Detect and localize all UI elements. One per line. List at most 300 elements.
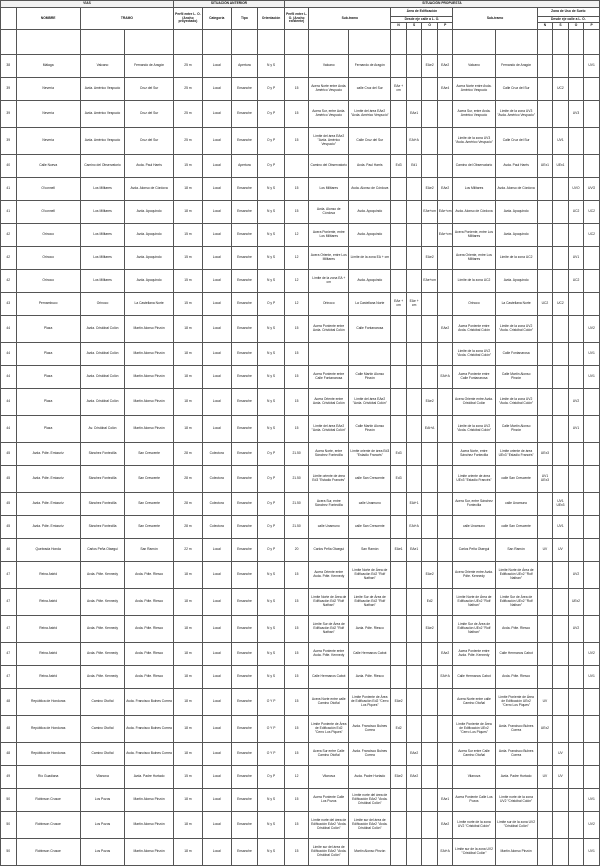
cell-zona-n: UEx1 [537, 155, 553, 178]
cell-area-o [422, 443, 438, 466]
cell-subtramo-propuesto-desde: Orinoco [453, 293, 495, 316]
cell-orientacion: O y P [258, 78, 285, 101]
cell-subtramo-desde: Límite Sur de Área de Edificación Ed2 "Rolf Nathan" [309, 616, 349, 643]
cell-area-n [391, 839, 407, 866]
header-zona-n: N [537, 23, 553, 30]
cell-zona-p [584, 689, 600, 716]
cell-area-n: Ed3 [391, 466, 407, 493]
cell-area-o: EAe2 [422, 389, 438, 416]
cell-area-n [391, 343, 407, 366]
cell-zona-p [584, 616, 600, 643]
cell-zona-n [537, 55, 553, 78]
cell-orientacion: O y P [258, 516, 285, 539]
cell-tipo: Ensanche [231, 178, 258, 201]
cell-zona-p [584, 101, 600, 128]
cell-subtramo-desde: Límite norte del área de Edificación EAe2 "Avda. Cristóbal Colón" [309, 812, 349, 839]
cell-tramo-desde: Los Militares [80, 247, 124, 270]
cell-area-n [391, 562, 407, 589]
header-zona-o: O [568, 23, 584, 30]
cell-subtramo-propuesto-desde: Valcano [453, 55, 495, 78]
cell-orientacion: O y P [258, 101, 285, 128]
header-orientacion: Orientación [258, 8, 285, 30]
cell-subtramo-hasta: Límite del área EAe2 "Avda. Cristóbal Colón" [349, 389, 391, 416]
cell-tramo-hasta: Cruz del Sur [125, 78, 174, 101]
cell-area-n [391, 178, 407, 201]
cell-zona-s [553, 443, 569, 466]
cell-orientacion: N y S [258, 178, 285, 201]
cell-zona-o: UVO [568, 178, 584, 201]
cell-subtramo-propuesto-desde: Acera Poniente entre Avda. Pdte. Kennedy [453, 643, 495, 666]
cell-zona-n [537, 589, 553, 616]
cell-area-s: EAe1 [406, 101, 422, 128]
cell-subtramo-desde: Acera Norte, entre Sánchez Fontecilla [309, 443, 349, 466]
table-row [1, 689, 600, 716]
cell-perfil-proyectado: 25 m [174, 78, 203, 101]
cell-subtramo-propuesto-hasta: Fernando de Aragón [495, 55, 537, 78]
cell-perfil-existente: 21.50 [284, 493, 308, 516]
cell-perfil-existente: 15 [284, 366, 308, 389]
cell-zona-o [568, 539, 584, 562]
cell-subtramo-hasta: calle San Crescente [349, 466, 391, 493]
header-area-o: O [422, 23, 438, 30]
cell-zona-n [537, 316, 553, 343]
cell-perfil-proyectado: 18 m [174, 689, 203, 716]
cell-perfil-existente: 15 [284, 789, 308, 812]
cell-subtramo-hasta: Límite sur del área de Edificación EAe2 "Avda. Cristóbal Colón" [349, 812, 391, 839]
cell-zona-s: UV [553, 539, 569, 562]
cell-area-s: EAt+1 [406, 493, 422, 516]
cell-subtramo-hasta: Calle Martín Alonso Pinzón [349, 416, 391, 443]
cell-categoria: Local [202, 316, 231, 343]
cell-categoria: Local [202, 416, 231, 443]
cell-tipo: Ensanche [231, 366, 258, 389]
cell-area-p [437, 343, 453, 366]
cell-perfil-existente: 15 [284, 839, 308, 866]
cell-nombre: República de Honduras [16, 689, 80, 716]
table-row [1, 616, 600, 643]
cell-tramo-hasta: Avda. Padre Hurtado [125, 766, 174, 789]
cell-perfil-existente: 15 [284, 201, 308, 224]
cell-zona-p: UV1 [584, 366, 600, 389]
cell-zona-p [584, 293, 600, 316]
cell-area-n [391, 270, 407, 293]
cell-tramo-hasta: Avda. Apoquindo [125, 201, 174, 224]
cell-subtramo-hasta: Límite del área EAe2 "Avda. Américo Vespucio" [349, 101, 391, 128]
cell-tramo-desde: Carlos Peña Otaegui [80, 539, 124, 562]
cell-categoria: Local [202, 247, 231, 270]
cell-perfil-existente: 15 [284, 666, 308, 689]
table-row [1, 101, 600, 128]
cell-zona-o [568, 128, 584, 155]
cell-tramo-desde: Los Militares [80, 224, 124, 247]
header-zona-uso: Zona de Uso de Suelo [537, 8, 599, 17]
cell-area-s [406, 55, 422, 78]
cell-zona-p [584, 562, 600, 589]
cell-tramo-hasta: Martín Alonso Pinzón [125, 416, 174, 443]
cell-area-p: EAt+A [437, 839, 453, 866]
cell-area-p: EAe4 [437, 78, 453, 101]
cell-subtramo-hasta: Límite Poniente de Área de Edificación Ed2 "Cerro Los Piques" [349, 689, 391, 716]
cell-area-s [406, 716, 422, 743]
cell-area-p: EAe2 [437, 178, 453, 201]
cell-nombre: Plaza [16, 416, 80, 443]
cell-subtramo-desde: Límite Norte de Área de Edificación Ed2 "Rolf Nathan" [309, 589, 349, 616]
cell-nombre: Río Guadiana [16, 766, 80, 789]
cell-area-s [406, 589, 422, 616]
cell-area-o [422, 78, 438, 101]
cell-perfil-proyectado: 15 m [174, 247, 203, 270]
cell-area-s [406, 224, 422, 247]
cell-subtramo-hasta: Calle Cruz del Sur [349, 128, 391, 155]
cell-subtramo-desde: Límite oriente de área Ed3 "Estadio Francés" [309, 466, 349, 493]
cell-area-s [406, 389, 422, 416]
cell-tipo: Ensanche [231, 443, 258, 466]
cell-area-p: EAe1 [437, 789, 453, 812]
cell-tramo-desde: Avda. Pdte. Kennedy [80, 589, 124, 616]
cell-tramo-desde: Avda. Cristóbal Colón [80, 316, 124, 343]
cell-categoria: Local [202, 743, 231, 766]
cell-tipo: Ensanche [231, 539, 258, 562]
cell-subtramo-propuesto-desde: Avda. Alonso de Córdova [453, 201, 495, 224]
cell-zona-s: UV [553, 743, 569, 766]
cell-perfil-existente: 15 [284, 716, 308, 743]
cell-area-n: Ed3 [391, 155, 407, 178]
cell-area-o [422, 789, 438, 812]
cell-row-number: 48 [1, 716, 17, 743]
cell-area-p [437, 716, 453, 743]
cell-nombre: República de Honduras [16, 743, 80, 766]
cell-tramo-desde: Los Pozos [80, 789, 124, 812]
cell-zona-n [537, 666, 553, 689]
cell-categoria: Local [202, 666, 231, 689]
cell-perfil-existente: 12 [284, 270, 308, 293]
cell-tramo-hasta: Avda. Alonso de Córdova [125, 178, 174, 201]
cell-area-s: EAe1 [406, 539, 422, 562]
cell-subtramo-desde: Orinoco [309, 293, 349, 316]
cell-area-p: EAe2 [437, 812, 453, 839]
cell-row-number: 47 [1, 616, 17, 643]
cell-subtramo-propuesto-hasta: Avda. Apoquindo [495, 201, 537, 224]
cell-orientacion: N y S [258, 589, 285, 616]
cell-categoria: Local [202, 55, 231, 78]
header-area-p: P [437, 23, 453, 30]
cell-categoria: Local [202, 389, 231, 416]
cell-subtramo-propuesto-hasta: Avda. Apoquindo [495, 224, 537, 247]
table-row [1, 539, 600, 562]
cell-zona-p: UV1 [584, 343, 600, 366]
cell-area-o [422, 493, 438, 516]
cell-perfil-proyectado: 18 m [174, 666, 203, 689]
cell-area-p [437, 247, 453, 270]
cell-zona-s: UC2 [553, 293, 569, 316]
cell-subtramo-desde: calle Unamuno [309, 516, 349, 539]
cell-orientacion: N y S [258, 789, 285, 812]
cell-area-s [406, 666, 422, 689]
cell-tramo-desde: Sánchez Fontecilla [80, 466, 124, 493]
cell-subtramo-hasta: Límite Norte de Área de Edificación Ed2 "Rolf Nathan" [349, 562, 391, 589]
cell-tipo: Ensanche [231, 789, 258, 812]
cell-tramo-hasta: Martín Alonso Pinzón [125, 812, 174, 839]
cell-area-p: EAe+cm [437, 224, 453, 247]
cell-zona-p: UV2 [584, 316, 600, 343]
cell-subtramo-propuesto-desde: Límite norte de la zona UV2 "Cristóbal Colón" [453, 812, 495, 839]
cell-subtramo-desde: Acera Norte entre calle Camino Otoñal [309, 689, 349, 716]
cell-categoria: Local [202, 589, 231, 616]
cell-perfil-proyectado: 18 m [174, 589, 203, 616]
cell-zona-o [568, 516, 584, 539]
cell-subtramo-desde: Acera Poniente entre Calle Fontanarosa [309, 366, 349, 389]
cell-subtramo-hasta: Avda. Padre Hurtado [349, 766, 391, 789]
cell-subtramo-hasta: Avda. Paul Harris [349, 155, 391, 178]
cell-zona-p [584, 516, 600, 539]
cell-zona-o [568, 789, 584, 812]
cell-row-number: 49 [1, 766, 17, 789]
cell-categoria: Local [202, 270, 231, 293]
cell-area-o: EAe+cm [422, 270, 438, 293]
cell-categoria: Local [202, 78, 231, 101]
cell-zona-o [568, 666, 584, 689]
cell-zona-o [568, 293, 584, 316]
cell-perfil-existente: 15 [284, 128, 308, 155]
cell-nombre: O'connell [16, 178, 80, 201]
cell-subtramo-hasta: Calle Hermanos Cabot [349, 643, 391, 666]
cell-perfil-existente: 12 [284, 247, 308, 270]
cell-perfil-proyectado: 18 m [174, 743, 203, 766]
cell-nombre: Orinoco [16, 247, 80, 270]
cell-zona-s [553, 224, 569, 247]
cell-area-s [406, 443, 422, 466]
cell-zona-n: UEx3 [537, 443, 553, 466]
table-row [1, 562, 600, 589]
cell-tipo: Ensanche [231, 766, 258, 789]
cell-tipo: Ensanche [231, 466, 258, 493]
cell-subtramo-propuesto-hasta: Avda. Padre Hurtado [495, 766, 537, 789]
cell-zona-o [568, 812, 584, 839]
cell-categoria: Local [202, 224, 231, 247]
cell-perfil-proyectado: 18 m [174, 366, 203, 389]
cell-subtramo-hasta: Avda. Alonso de Córdova [349, 178, 391, 201]
cell-area-o [422, 539, 438, 562]
cell-perfil-proyectado: 15 m [174, 270, 203, 293]
cell-tramo-desde: Los Militares [80, 201, 124, 224]
cell-tramo-desde: Sánchez Fontecilla [80, 443, 124, 466]
cell-subtramo-desde: Límite del área EAe2 "Avda. Cristóbal Colón" [309, 416, 349, 443]
cell-perfil-proyectado: 18 m [174, 343, 203, 366]
cell-zona-n [537, 416, 553, 443]
cell-tramo-hasta: Fernando de Aragón [125, 55, 174, 78]
cell-tramo-hasta: San Crescente [125, 443, 174, 466]
cell-subtramo-propuesto-hasta: Calle Martín Alonso Pinzón [495, 366, 537, 389]
cell-zona-s [553, 562, 569, 589]
cell-perfil-proyectado: 18 m [174, 562, 203, 589]
cell-row-number: 41 [1, 201, 17, 224]
cell-area-p: EAe+cm [437, 201, 453, 224]
cell-zona-o [568, 466, 584, 493]
cell-nombre: Nevería [16, 78, 80, 101]
cell-tramo-desde: Vilanova [80, 766, 124, 789]
cell-tramo-hasta: La Castellana Norte [125, 293, 174, 316]
cell-zona-s [553, 366, 569, 389]
cell-tipo: Ensanche [231, 839, 258, 866]
cell-nombre: Orinoco [16, 270, 80, 293]
cell-zona-s [553, 812, 569, 839]
cell-categoria: Local [202, 839, 231, 866]
cell-nombre: Avda. Pdte. Errázuriz [16, 516, 80, 539]
cell-nombre: República de Honduras [16, 716, 80, 743]
cell-area-p [437, 293, 453, 316]
cell-tramo-desde: Avda. Pdte. Kennedy [80, 562, 124, 589]
cell-area-s [406, 839, 422, 866]
cell-row-number: 47 [1, 666, 17, 689]
cell-subtramo-desde: Límite sur del área de Edificación EAe2 "Avda. Cristóbal Colón" [309, 839, 349, 866]
header-tipo: Tipo [231, 8, 258, 30]
cell-row-number: 40 [1, 155, 17, 178]
cell-row-number: 44 [1, 366, 17, 389]
cell-perfil-proyectado: 18 m [174, 812, 203, 839]
table-row [1, 466, 600, 493]
header-subtramo-propuesto: Sub-tramo [453, 8, 537, 30]
cell-zona-o [568, 743, 584, 766]
cell-zona-p [584, 155, 600, 178]
cell-tipo: Ensanche [231, 101, 258, 128]
cell-perfil-proyectado: 18 m [174, 201, 203, 224]
cell-subtramo-desde: Acera Sur, entre Sánchez Fontecilla [309, 493, 349, 516]
cell-tramo-hasta: San Crescente [125, 516, 174, 539]
cell-subtramo-hasta: Avda. Apoquindo [349, 270, 391, 293]
cell-zona-n [537, 128, 553, 155]
cell-perfil-existente: 12 [284, 293, 308, 316]
cell-perfil-proyectado: 15 m [174, 224, 203, 247]
cell-zona-s: UEx1 [553, 155, 569, 178]
cell-subtramo-propuesto-desde: Límite de la zona UC2 [453, 270, 495, 293]
cell-area-s [406, 416, 422, 443]
cell-orientacion: N y S [258, 389, 285, 416]
table-row [1, 716, 600, 743]
cell-subtramo-desde: Acera Oriente entre Avda. Pdte. Kennedy [309, 562, 349, 589]
cell-area-n: EAe2 [391, 766, 407, 789]
cell-area-p [437, 743, 453, 766]
cell-subtramo-propuesto-hasta: Límite de la zona UC2 [495, 247, 537, 270]
cell-zona-s [553, 389, 569, 416]
cell-tramo-desde: Sánchez Fontecilla [80, 493, 124, 516]
cell-zona-p [584, 493, 600, 516]
cell-tramo-desde: Av. Cristóbal Colón [80, 416, 124, 443]
cell-row-number: 48 [1, 743, 17, 766]
header-row-number [1, 8, 17, 30]
header-desde-eje-zona: Desde eje calle a L. O. [537, 17, 599, 23]
cell-tipo: Apertura [231, 55, 258, 78]
cell-categoria: Local [202, 562, 231, 589]
cell-zona-n: UV [537, 689, 553, 716]
cell-area-p [437, 416, 453, 443]
cell-perfil-existente: 21.50 [284, 443, 308, 466]
cell-zona-o [568, 366, 584, 389]
cell-perfil-proyectado: 18 m [174, 716, 203, 743]
cell-subtramo-propuesto-hasta: Martín Alonso Pinzón [495, 839, 537, 866]
cell-perfil-existente: 15 [284, 416, 308, 443]
cell-subtramo-hasta: Martín Alonso Pinzón [349, 839, 391, 866]
cell-area-o [422, 128, 438, 155]
cell-perfil-existente: 15 [284, 343, 308, 366]
cell-area-p [437, 389, 453, 416]
cell-zona-p: UV1 [584, 789, 600, 812]
cell-subtramo-propuesto-hasta: Límite de la zona UV2 "Avda. Cristóbal Colón" [495, 389, 537, 416]
cell-tramo-hasta: Avda. Pdte. Riesco [125, 562, 174, 589]
cell-area-p [437, 128, 453, 155]
cell-nombre: Plaza [16, 316, 80, 343]
cell-subtramo-propuesto-desde: Acera Sur, entre Sánchez Fontecilla [453, 493, 495, 516]
cell-subtramo-hasta: calle San Crescente [349, 516, 391, 539]
cell-nombre: Reina Astrid [16, 666, 80, 689]
cell-zona-p [584, 743, 600, 766]
cell-perfil-existente [284, 155, 308, 178]
cell-subtramo-propuesto-hasta: Límite Poniente de Área de Edificación UEx2 "Cerro Los Piques" [495, 689, 537, 716]
cell-subtramo-desde: Acera Oriente, entre Los Militares [309, 247, 349, 270]
cell-subtramo-propuesto-desde: Los Militares [453, 178, 495, 201]
header-tramo: TRAMO [80, 8, 173, 30]
cell-categoria: Local [202, 101, 231, 128]
cell-subtramo-propuesto-desde: Carlos Peña Otaegui [453, 539, 495, 562]
cell-tramo-hasta: Avda. Apoquindo [125, 270, 174, 293]
cell-perfil-existente: 15 [284, 643, 308, 666]
cell-subtramo-desde: Camino del Observatorio [309, 155, 349, 178]
cell-tramo-desde: Los Pozos [80, 839, 124, 866]
cell-area-p [437, 443, 453, 466]
cell-area-p [437, 689, 453, 716]
cell-zona-s [553, 343, 569, 366]
cell-subtramo-propuesto-desde: Acera Poniente Calle Los Pozos [453, 789, 495, 812]
cell-subtramo-desde: Valcano [309, 55, 349, 78]
cell-zona-o [568, 78, 584, 101]
cell-zona-p [584, 247, 600, 270]
cell-area-s: Ed1 [406, 155, 422, 178]
cell-perfil-existente [284, 55, 308, 78]
cell-area-o [422, 643, 438, 666]
cell-zona-n [537, 389, 553, 416]
cell-subtramo-propuesto-hasta: Avda. Paul Harris [495, 155, 537, 178]
cell-zona-s [553, 839, 569, 866]
cell-area-o [422, 812, 438, 839]
cell-area-o [422, 666, 438, 689]
cell-subtramo-desde: Los Militares [309, 178, 349, 201]
cell-zona-o [568, 443, 584, 466]
cell-tipo: Ensanche [231, 562, 258, 589]
cell-zona-s: UV [553, 766, 569, 789]
cell-subtramo-propuesto-hasta: Calle Fontanarosa [495, 343, 537, 366]
cell-area-s [406, 316, 422, 343]
cell-perfil-proyectado: 18 m [174, 389, 203, 416]
cell-tramo-desde: Avda. Américo Vespucio [80, 128, 124, 155]
cell-subtramo-propuesto-desde: calle Unamuno [453, 516, 495, 539]
cell-orientacion: O Y P [258, 743, 285, 766]
cell-categoria: Colectora [202, 516, 231, 539]
cell-area-o: EAe2 [422, 616, 438, 643]
cell-tramo-hasta: Avda. Pdte. Riesco [125, 666, 174, 689]
header-area-edificacion: Área de Edificación [391, 8, 453, 17]
table-row [1, 55, 600, 78]
cell-perfil-existente: 15 [284, 101, 308, 128]
cell-tramo-hasta: Martín Alonso Pinzón [125, 316, 174, 343]
cell-area-p: EAt+A [437, 666, 453, 689]
cell-area-n [391, 128, 407, 155]
cell-categoria: Local [202, 616, 231, 643]
cell-subtramo-propuesto-desde: Acera Oriente entre Avda. Pdte. Kennedy [453, 562, 495, 589]
table-row [1, 789, 600, 812]
cell-area-s: EAe2 [406, 766, 422, 789]
cell-area-o [422, 101, 438, 128]
cell-nombre: Plaza [16, 389, 80, 416]
cell-area-s [406, 178, 422, 201]
